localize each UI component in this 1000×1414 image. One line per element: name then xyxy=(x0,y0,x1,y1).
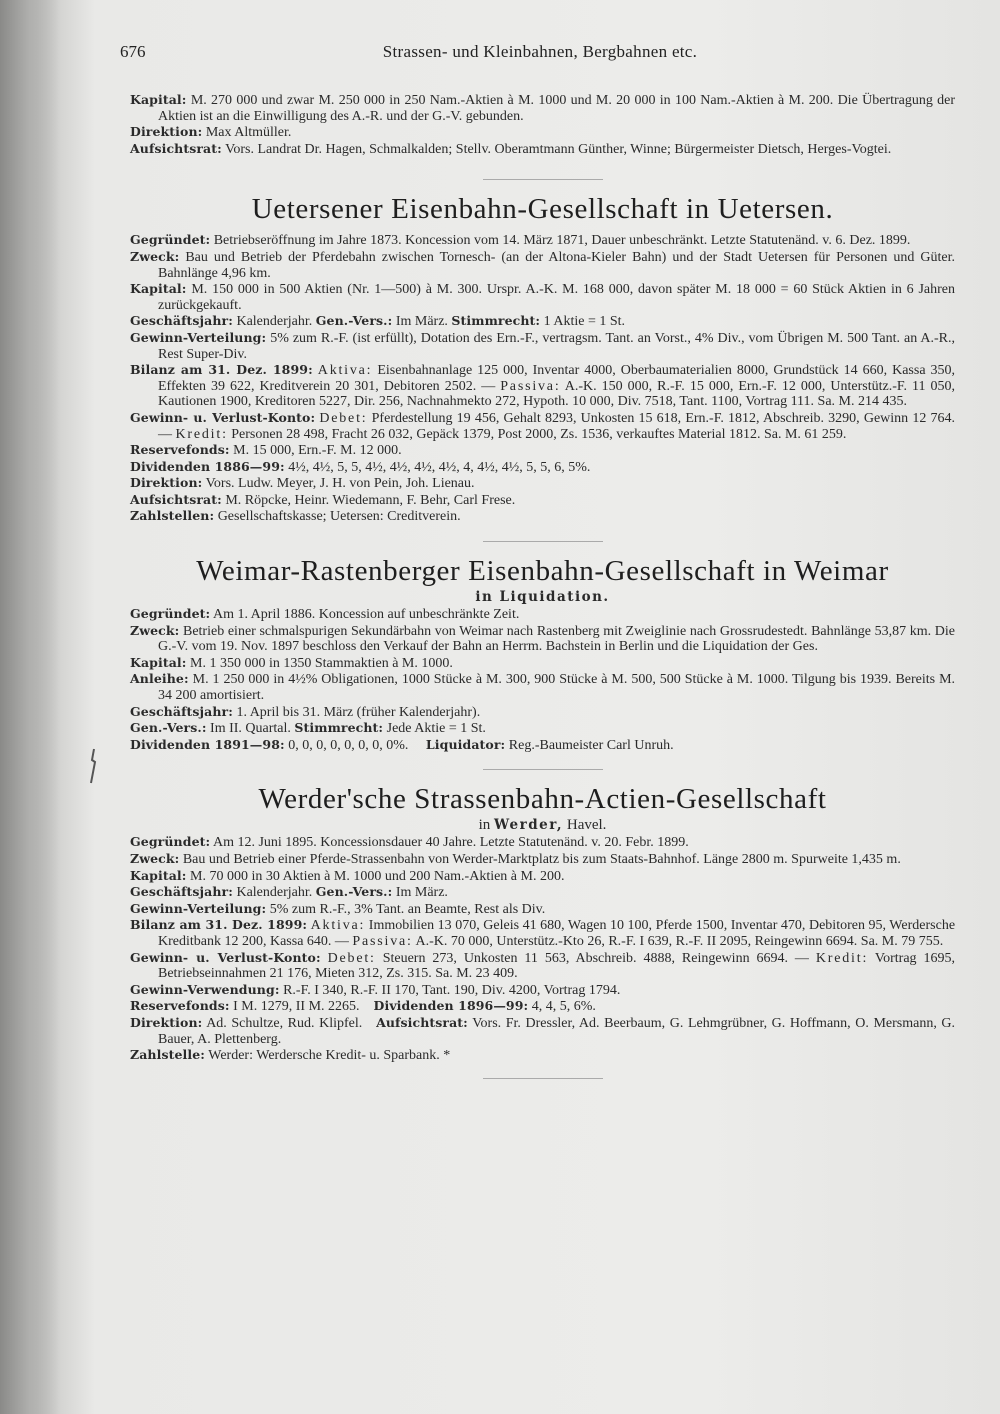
section-title-weimar: Weimar-Rastenberger Eisenbahn-Gesellschaft in Weimar xyxy=(196,555,889,588)
s1-zahlstellen: Zahlstellen: Gesellschaftskasse; Uetersen: Creditverein. xyxy=(130,508,461,525)
s1-aufsichtsrat: Aufsichtsrat: M. Röpcke, Heinr. Wiedemann, F. Behr, Carl Frese. xyxy=(130,491,516,508)
s1-gegruendet: Gegründet: Betriebseröffnung im Jahre 1873. Koncession vom 14. März 1871, Dauer unbeschränkt. Letzte Statutenänd. v. 6. Dez. 1899. xyxy=(130,232,911,249)
s3-geschaeftsjahr: Geschäftsjahr: Kalenderjahr. Gen.-Vers.: Im März. xyxy=(130,884,448,901)
s1-geschaeftsjahr: Geschäftsjahr: Kalenderjahr. Gen.-Vers.: Im März. Stimmrecht: 1 Aktie = 1 St. xyxy=(130,313,626,330)
s1-reservefonds: Reservefonds: M. 15 000, Ern.-F. M. 12 000. xyxy=(130,442,402,459)
s3-gewinn-verwendung: Gewinn-Verwendung: R.-F. I 340, R.-F. II 170, Tant. 190, Div. 4200, Vortrag 1794. xyxy=(130,981,621,998)
s3-gewinn-verteilung: Gewinn-Verteilung: 5% zum R.-F., 3% Tant. an Beamte, Rest als Div. xyxy=(130,900,546,917)
s2-dividenden: Dividenden 1891—98: 0, 0, 0, 0, 0, 0, 0, 0%. Liquidator: Reg.-Baumeister Carl Unruh. xyxy=(130,736,674,753)
page-header xyxy=(120,42,960,66)
s3-zweck: Zweck: Bau und Betrieb einer Pferde-Strassenbahn von Werder-Marktplatz bis zum Staats-Bahnhof. Länge 2800 m. Spurweite 1,435 m. xyxy=(130,851,901,867)
section-subtitle-weimar: in Liquidation. xyxy=(475,589,610,606)
pencil-mark xyxy=(88,748,98,784)
s2-kapital: Kapital: M. 1 350 000 in 1350 Stammaktien à M. 1000. xyxy=(130,654,453,671)
s1-dividenden: Dividenden 1886—99: 4½, 4½, 5, 5, 4½, 4½, 4½, 4½, 4, 4½, 4½, 5, 5, 6, 5%. xyxy=(130,458,591,475)
section-divider xyxy=(483,1078,603,1079)
s3-gegruendet: Gegründet: Am 12. Juni 1895. Koncessionsdauer 40 Jahre. Letzte Statutenänd. v. 20. Febr. 1899. xyxy=(130,834,689,851)
intro-kapital: Kapital: M. 270 000 und zwar M. 250 000 in 250 Nam.-Aktien à M. 1000 und M. 20 000 in 100 Nam.-Aktien à M. 200. Die Übertragung der Aktien ist an die Einwilligung des A.-R. und der G.-V. gebunden. xyxy=(130,92,956,124)
s2-anleihe: Anleihe: M. 1 250 000 in 4½% Obligationen, 1000 Stücke à M. 300, 900 Stücke à M. 500, 500 Stücke à M. 1000. Tilgung bis 1939. Bereits M. 34 200 amortisiert. xyxy=(130,671,956,704)
s3-bilanz: Bilanz am 31. Dez. 1899: Aktiva: Immobilien 13 070, Geleis 41 680, Wagen 10 100, Pferde 1500, Inventar 470, Debitoren 95, Werdersche Kreditbank 12 200, Kassa 640. — Passiva: A.-K. 70 000, Unterstütz.-Kto 26, R.-F. I 639, R.-F. II 2095, Reingewinn 6694. Sa. M. 79 755. xyxy=(130,917,956,949)
s2-geschaeftsjahr: Geschäftsjahr: 1. April bis 31. März (früher Kalenderjahr). xyxy=(130,703,481,720)
s3-gewinn-verlust: Gewinn- u. Verlust-Konto: Debet: Steuern 273, Unkosten 11 563, Abschreib. 4888, Reingewinn 6694. — Kredit: Vortrag 1695, Betriebseinnahmen 21 176, Mieten 312, Zs. 315. Sa. M. 23 409. xyxy=(130,949,955,982)
section-title-uetersen: Uetersener Eisenbahn-Gesellschaft in Uetersen. xyxy=(251,193,834,226)
section-subtitle-werder: in Werder, Havel. xyxy=(478,817,607,834)
section-divider xyxy=(483,541,603,542)
s2-zweck: Zweck: Betrieb einer schmalspurigen Sekundärbahn von Weimar nach Rastenberg mit Zweiglinie nach Grossrudestedt. Bahnlänge 53,87 km. Die G.-V. vom 19. Nov. 1897 beschloss den Verkauf der Bahn an Herrm. Bachstein in Berlin und die Liquidation der Ges. xyxy=(130,622,955,655)
s2-gen-vers: Gen.-Vers.: Im II. Quartal. Stimmrecht: Jede Aktie = 1 St. xyxy=(130,720,486,737)
page-content xyxy=(130,92,955,1079)
s1-gewinn-verteilung: Gewinn-Verteilung: 5% zum R.-F. (ist erfüllt), Dotation des Ern.-F., vertragsm. Tant. an Vorst., 4% Div., vom Übrigen M. 500 Tant. an A.-R., Rest Super-Div. xyxy=(130,329,956,362)
book-spine-shadow xyxy=(0,0,60,1414)
s2-gegruendet: Gegründet: Am 1. April 1886. Koncession auf unbeschränkte Zeit. xyxy=(130,606,520,623)
s1-zweck: Zweck: Bau und Betrieb der Pferdebahn zwischen Tornesch- (an der Altona-Kieler Bahn) und der Stadt Uetersen für Personen und Güter. Bahnlänge 4,96 km. xyxy=(130,248,955,281)
section-divider xyxy=(483,769,603,770)
intro-aufsichtsrat: Aufsichtsrat: Vors. Landrat Dr. Hagen, Schmalkalden; Stellv. Oberamtmann Günther, Winne; Bürgermeister Dietsch, Herges-Vogtei. xyxy=(130,140,892,157)
section-divider xyxy=(483,179,603,180)
s3-kapital: Kapital: M. 70 000 in 30 Aktien à M. 1000 und 200 Nam.-Aktien à M. 200. xyxy=(130,867,565,884)
s1-gewinn-verlust: Gewinn- u. Verlust-Konto: Debet: Pferdestellung 19 456, Gehalt 8293, Unkosten 15 618, Ern.-F. 1812, Abschreib. 3290, Gewinn 12 764. — Kredit: Personen 28 498, Fracht 26 032, Gepäck 1379, Post 2000, Zs. 1536, verkauftes Material 1812. Sa. M. 61 259. xyxy=(130,409,955,442)
running-title: Strassen- und Kleinbahnen, Bergbahnen etc. xyxy=(382,42,698,61)
section-title-werder: Werder'sche Strassenbahn-Actien-Gesellschaft xyxy=(258,783,827,816)
page-number: 676 xyxy=(120,42,146,61)
s1-kapital: Kapital: M. 150 000 in 500 Aktien (Nr. 1—500) à M. 300. Urspr. A.-K. M. 168 000, davon später M. 18 000 = 60 Stück Aktien in 6 Jahren zurückgekauft. xyxy=(130,281,955,313)
s3-direktion: Direktion: Ad. Schultze, Rud. Klipfel. Aufsichtsrat: Vors. Fr. Dressler, Ad. Beerbaum, G. Lehmgrübner, G. Hoffmann, O. Mersmann, G. Bauer, A. Plettenberg. xyxy=(130,1014,956,1047)
s1-bilanz: Bilanz am 31. Dez. 1899: Aktiva: Eisenbahnanlage 125 000, Inventar 4000, Oberbaumaterialien 8000, Grundstück 14 660, Kassa 350, Effekten 39 622, Kreditverein 20 301, Debitoren 2502. — Passiva: A.-K. 150 000, R.-F. 15 000, Ern.-F. 12 000, Unterstütz.-F. 11 050, Kautionen 1900, Kreditoren 5227, Dir. 256, Nachnahmekto 272, Hypoth. 10 000, Div. 7518, Tant. 1100, Vortrag 111. Sa. M. 214 435. xyxy=(130,362,956,410)
intro-direktion: Direktion: Max Altmüller. xyxy=(130,124,292,141)
s3-reservefonds: Reservefonds: I M. 1279, II M. 2265. Dividenden 1896—99: 4, 4, 5, 6%. xyxy=(130,998,596,1015)
s1-direktion: Direktion: Vors. Ludw. Meyer, J. H. von Pein, Joh. Lienau. xyxy=(130,475,475,492)
s3-zahlstelle: Zahlstelle: Werder: Werdersche Kredit- u. Sparbank. * xyxy=(130,1047,451,1064)
